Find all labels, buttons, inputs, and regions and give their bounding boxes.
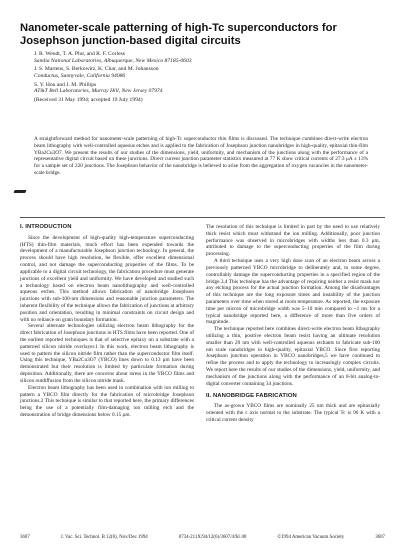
author-group: [34, 82, 374, 95]
author-affiliation: AT&T Bell Laboratories, Murray Hill, New Jersey 07974: [34, 88, 163, 95]
body-paragraph: Electron beam lithography has been used in combination with ion milling to pattern a YBCO film directly for the fabrication of microbridge Josephson junctions.2 This technique is similar to that reported here, the primary differences being the use of a potentially film-damaging ion milling etch and the demonstration of bridge dimensions below 0.15 μm.: [20, 384, 194, 418]
section-heading-nanobridge-fabrication: II. NANOBRIDGE FABRICATION: [206, 392, 297, 399]
received-date: (Received 31 May 1994; accepted 19 July 1994): [34, 96, 143, 103]
section-divider: [20, 217, 385, 218]
left-column: [20, 224, 194, 419]
author-block: [34, 51, 374, 103]
article-code: 0734-211X/94/12(6)/3607/4/$1.00: [178, 535, 247, 540]
author-group: [34, 66, 374, 79]
page-number-right: 3607: [375, 535, 385, 540]
abstract: A straightforward method for nanometer-scale patterning of high-Tc superconductor thin films is discussed. The technique combines direct-write electron beam lithography with well-controlled aqueous etches and is applied to the fabrication of Josephson junction nanobridges in high-quality, epitaxial thin-film YBa2Cu3O7. We present the results of our studies of the dimensions, yield, uniformity, and mechanism of the junctions along with the performance of a representative digital circuit based on these junctions. Direct current junction parameter statistics measured at 77 K show critical currents of 27.3 μA ± 13% for a sample set of 220 junctions. The Josephson behavior of the nanobridge is believed to arise from the aggregation of oxygen vacancies in the nanometer-scale bridge.: [34, 136, 368, 176]
author-names: S. Y. Hou and J. M. Phillips: [34, 81, 97, 88]
body-paragraph: The technique reported here combines direct-write electron beam lithography utilizing a thin, positive electron beam resist having an ultimate resolution smaller than 20 nm with well-controlled aqueous etchants to fabricate sub-100 nm scale nanobridges in high-quality, epitaxial YBCO. Since first reporting Josephson junction operation in YBCO nanobridges,5 we have continued to refine the process and to apply the technology to increasingly complex circuits. We report here the results of our studies of the dimensions, yield, uniformity, and mechanism of the junctions along with the performance of an 8-bit analog-to-digital converter containing 34 junctions.: [206, 326, 380, 387]
body-paragraph: The as-grown YBCO films are nominally 25 nm thick and are epitaxially oriented with the c axis normal to the substrate. The typical Tc is 90 K with a critical current density: [206, 403, 380, 423]
copyright-notice: ©1994 American Vacuum Society: [277, 535, 345, 540]
page-number-left: 3607: [20, 535, 30, 540]
page-footer: [20, 535, 385, 541]
margin-mark: [13, 190, 26, 193]
body-paragraph: The resolution of this technique is limited in part by the need to use relatively thick resist which must withstand the ion milling. Additionally, poor junction performance was observed in microbridges with widths less than 0.3 μm, attributed to damage to the superconducting properties of the film during processing.: [206, 224, 380, 258]
section-heading-introduction: I. INTRODUCTION: [20, 224, 72, 230]
author-names: J. R. Wendt, T. A. Plut, and R. F. Corless: [34, 51, 125, 57]
journal-citation: J. Vac. Sci. Technol. B 12(6), Nov/Dec 1994: [60, 535, 148, 540]
body-paragraph: A third technique uses a very high dose scan of an electron beam across a previously patterned YBCO microbridge to deliberately and, to some degree, controllably damage the superconducting properties in a specified region of the bridge.3,4 This technique has the advantage of requiring neither a resist mask nor any etching process for the actual junction formation. Among the disadvantages of this technique are the long exposure times and instability of the junction parameters over time when stored at room temperature. As reported, the exposure time per micron of microbridge width was 5–10 min compared to ~1 ms for a typical nanobridge reported here, a difference of more than five orders of magnitude.: [206, 258, 380, 326]
article-title: Nanometer-scale patterning of high-Tc superconductors for Josephson junction-based digital circuits: [20, 22, 337, 47]
author-affiliation: Conductus, Sunnyvale, California 94086: [34, 72, 126, 79]
author-affiliation: Sandia National Laboratories, Albuquerque, New Mexico 87185-0603: [34, 57, 192, 64]
right-column: [206, 224, 380, 424]
body-paragraph: Since the development of high-quality high-temperature superconducting (HTS) thin-film materials, much effort has been expended towards the development of a manufacturable Josephson junction technology. In general, the process should have high resolution, be flexible, offer excellent dimensional control, and not damage the superconducting properties of the films. To be applicable to a digital circuit technology, the fabrication procedure must generate junctions of excellent yield and uniformity. We have developed and studied such a technology based on electron beam nanolithography and well-controlled aqueous etches. This method allows fabrication of nanobridge Josephson junctions with sub-100-nm dimensions and reasonable junction parameters. The inherent flexibility of the technique allows the fabrication of junctions at arbitrary position and orientation, resulting in minimal constraints on circuit design and with no reliance on grain boundary formation.: [20, 234, 194, 323]
author-group: [34, 51, 374, 64]
author-names: J. S. Martens, S. Berkowitz, K. Char, and M. Johansson: [34, 66, 159, 73]
body-paragraph: Several alternate technologies utilizing electron beam lithography for the direct fabrication of Josephson junctions in HTS films have been reported. One of the earliest reported techniques is that of selective epitaxy on a substrate with a patterned silicon nitride overlayer.1 In this work, electron beam lithography is used to pattern the silicon nitride film rather than the superconductor film itself. Using this technique, YBa2Cu3O7 (YBCO) lines down to 0.13 μm have been demonstrated but their resolution is limited by particulate formation during deposition. Additionally, there are concerns about stress in the YBCO films and silicon outdiffusion from the silicon nitride mask.: [20, 323, 194, 384]
